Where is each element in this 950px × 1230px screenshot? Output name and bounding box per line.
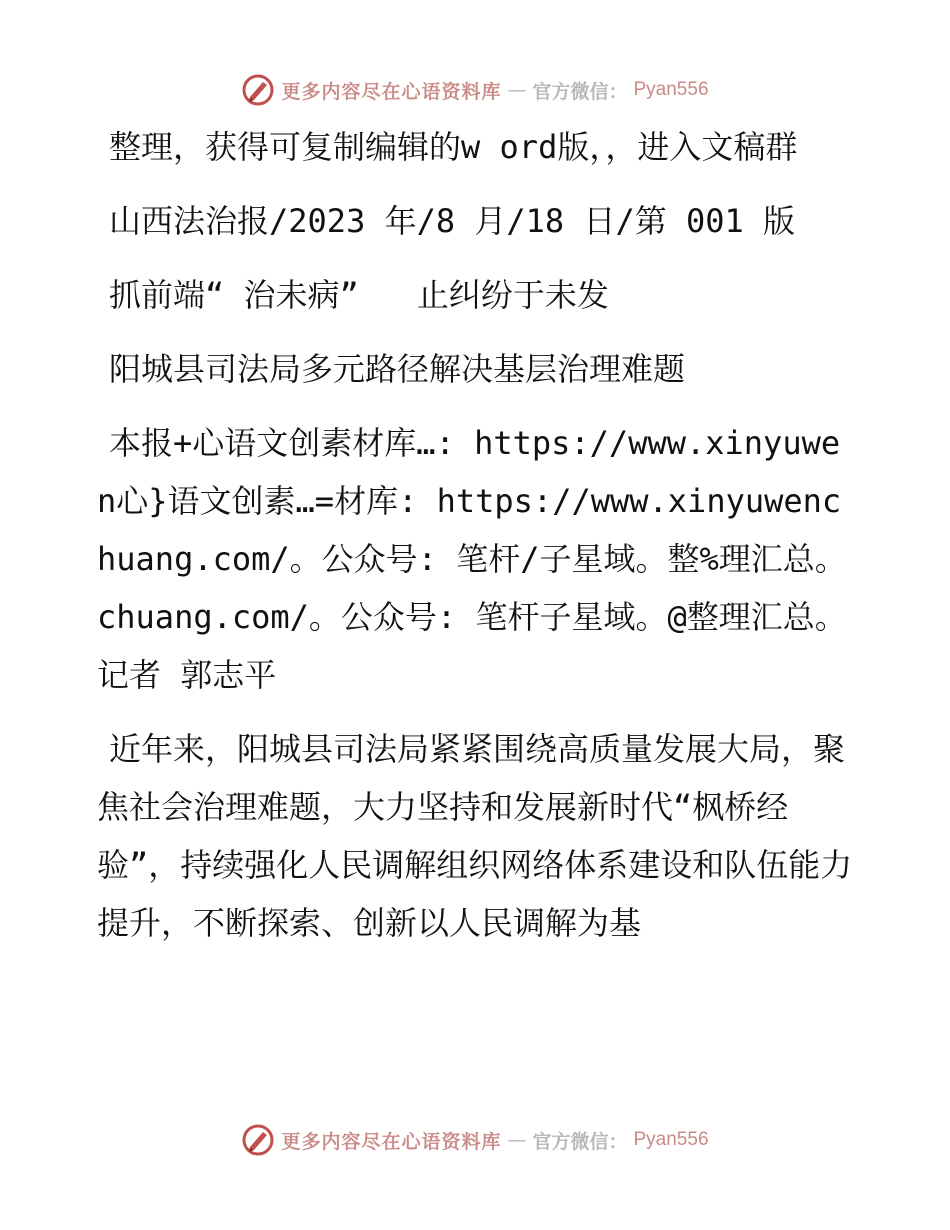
article-title bbox=[97, 266, 857, 324]
paragraph-source: 山西法治报/2023 年/8 月/18 日/第 001 版 bbox=[109, 202, 796, 240]
banner-wechat-id: Pyan556 bbox=[633, 79, 709, 100]
banner-text: 更多内容尽在心语资料库 bbox=[281, 1130, 502, 1153]
paragraph-intro: 整理，获得可复制编辑的w ord版，，进入文稿群 bbox=[109, 128, 798, 166]
document-body bbox=[97, 118, 857, 968]
footer-watermark-banner bbox=[0, 1120, 950, 1160]
header-watermark-banner bbox=[0, 70, 950, 110]
pen-logo-icon bbox=[241, 73, 275, 107]
article-title-part2: 止纠纷于未发 bbox=[416, 276, 609, 314]
banner-separator: — bbox=[507, 79, 527, 101]
paragraph-byline: 本报+心语文创素材库…: https://www.xinyuwen心}语文创素…=材库: https://www.xinyuwenchuang.com/。公众号: 笔杆/子星域。整%理汇总。chuang.com/。公众号: 笔杆子星域。@整理汇总。记者 郭志平 bbox=[97, 424, 847, 694]
banner-wechat-label: 官方微信： bbox=[532, 80, 628, 103]
pen-logo-icon bbox=[241, 1123, 275, 1157]
article-subtitle: 阳城县司法局多元路径解决基层治理难题 bbox=[109, 350, 686, 388]
banner-wechat-id: Pyan556 bbox=[633, 1129, 709, 1150]
banner-wechat-label: 官方微信： bbox=[532, 1130, 628, 1153]
banner-separator: — bbox=[507, 1129, 527, 1151]
article-title-part1: 抓前端“ 治未病” bbox=[109, 276, 359, 314]
paragraph-body: 近年来，阳城县司法局紧紧围绕高质量发展大局，聚焦社会治理难题，大力坚持和发展新时代“枫桥经验”，持续强化人民调解组织网络体系建设和队伍能力提升，不断探索、创新以人民调解为基 bbox=[97, 730, 853, 942]
banner-text: 更多内容尽在心语资料库 bbox=[281, 80, 502, 103]
